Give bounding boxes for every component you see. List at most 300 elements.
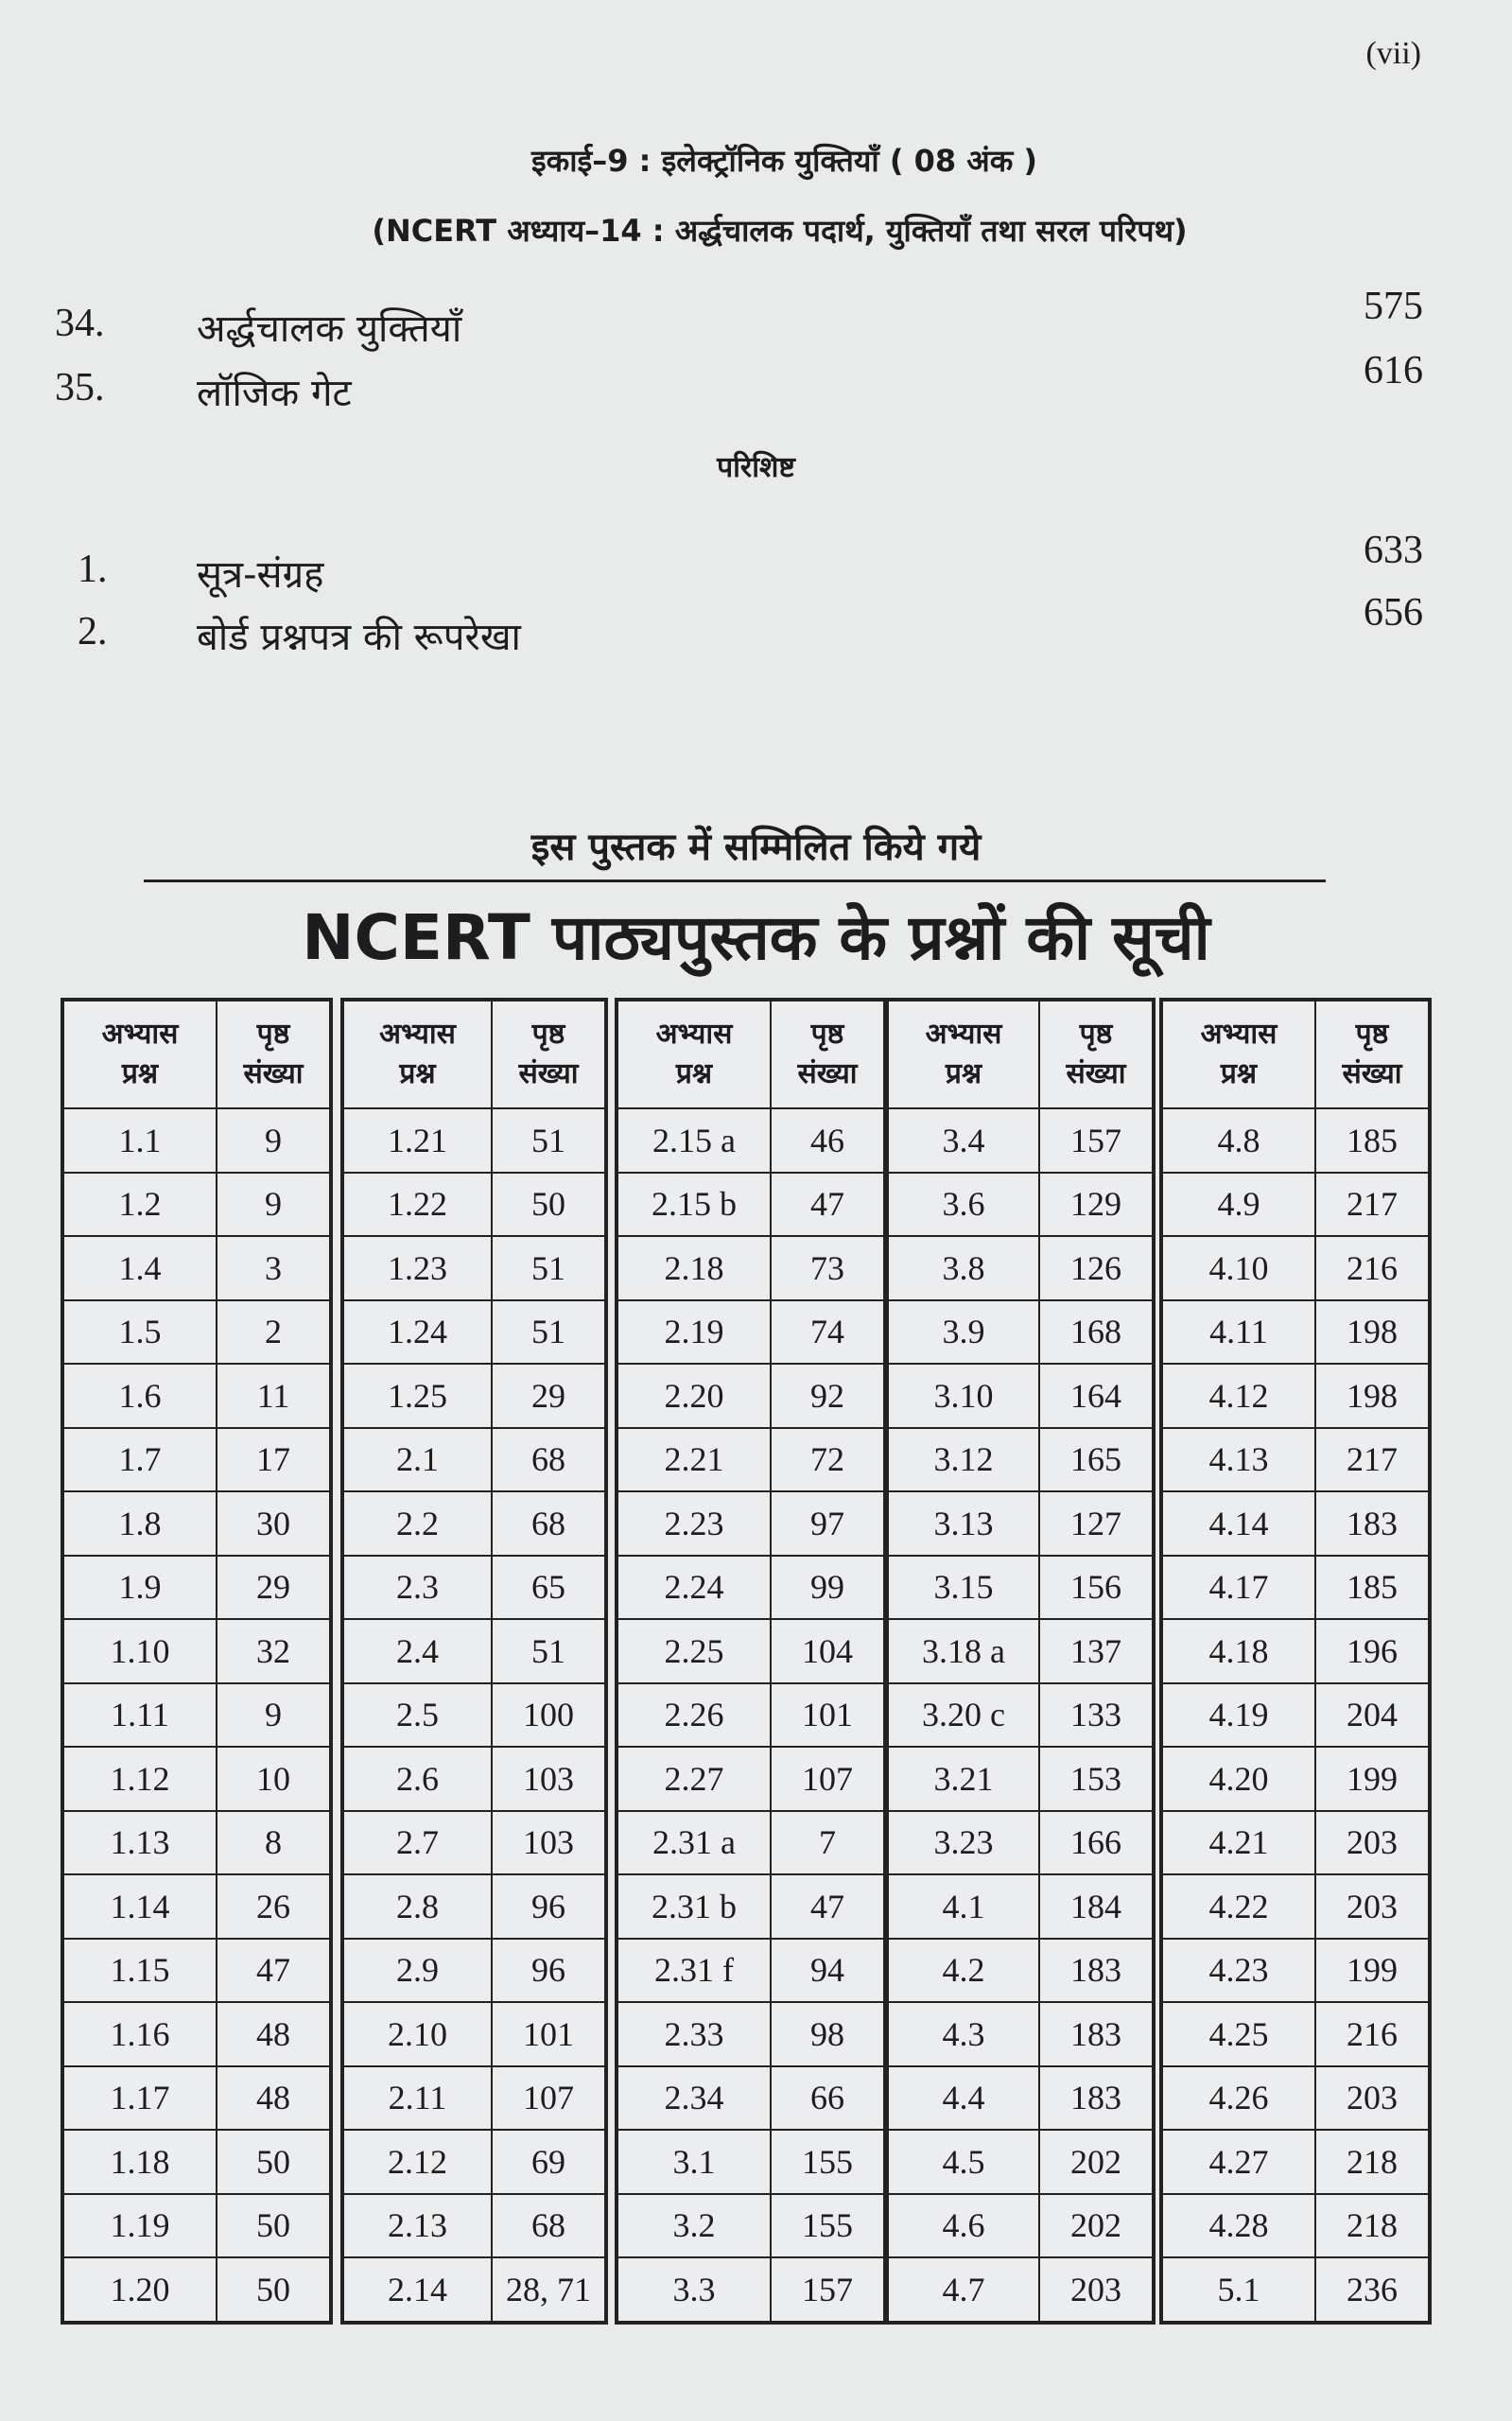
question-cell: 3.8 [887, 1236, 1039, 1300]
question-cell: 2.5 [342, 1683, 492, 1748]
table-row [887, 1300, 1154, 1365]
table-row [617, 2066, 885, 2131]
question-cell: 1.1 [62, 1108, 217, 1173]
table-row [617, 1236, 885, 1300]
page-cell: 98 [771, 2002, 885, 2066]
column-header-page: पृष्ठ संख्या [217, 1000, 331, 1108]
question-cell: 3.3 [617, 2257, 771, 2323]
page-cell: 156 [1039, 1556, 1154, 1620]
table-row [1161, 1236, 1430, 1300]
appendix-title: बोर्ड प्रश्नपत्र की रूपरेखा [197, 616, 521, 659]
question-cell: 1.15 [62, 1939, 217, 2003]
table-row [887, 1173, 1154, 1237]
page-cell: 48 [217, 2002, 331, 2066]
question-cell: 2.25 [617, 1619, 771, 1683]
table-row [342, 1556, 606, 1620]
appendix-row [0, 529, 1512, 603]
table-row [617, 1556, 885, 1620]
question-cell: 2.3 [342, 1556, 492, 1620]
question-cell: 4.14 [1161, 1491, 1315, 1556]
question-cell: 1.13 [62, 1811, 217, 1875]
question-cell: 4.19 [1161, 1683, 1315, 1748]
table-header-row [617, 1000, 885, 1108]
question-cell: 1.21 [342, 1108, 492, 1173]
table-row [342, 1108, 606, 1173]
table-row [617, 1747, 885, 1811]
page-cell: 73 [771, 1236, 885, 1300]
table-row [1161, 1556, 1430, 1620]
toc-chapter-title: अर्द्धचालक युक्तियाँ [197, 307, 462, 351]
page-cell: 50 [217, 2130, 331, 2194]
page-cell: 127 [1039, 1491, 1154, 1556]
table-row [342, 1491, 606, 1556]
page-cell: 103 [492, 1811, 606, 1875]
question-cell: 4.20 [1161, 1747, 1315, 1811]
question-cell: 3.23 [887, 1811, 1039, 1875]
table-row [62, 2257, 331, 2323]
question-table [61, 998, 333, 2325]
toc-chapter-page: 616 [1364, 349, 1423, 392]
question-cell: 1.8 [62, 1491, 217, 1556]
page-cell: 10 [217, 1747, 331, 1811]
table-row [62, 1939, 331, 2003]
question-cell: 4.12 [1161, 1364, 1315, 1428]
page-cell: 185 [1315, 1108, 1430, 1173]
table-header-row [342, 1000, 606, 1108]
page-cell: 65 [492, 1556, 606, 1620]
page-cell: 218 [1315, 2130, 1430, 2194]
question-cell: 2.27 [617, 1747, 771, 1811]
appendix-heading: परिशिष्ट [717, 451, 795, 484]
page-cell: 199 [1315, 1939, 1430, 2003]
question-cell: 2.6 [342, 1747, 492, 1811]
question-cell: 4.7 [887, 2257, 1039, 2323]
table-row [1161, 2002, 1430, 2066]
page-cell: 183 [1039, 1939, 1154, 2003]
page-cell: 8 [217, 1811, 331, 1875]
toc-chapter-page: 575 [1364, 285, 1423, 328]
table-row [62, 2130, 331, 2194]
appendix-page: 633 [1364, 529, 1423, 572]
column-header-question: अभ्यास प्रश्न [1161, 1000, 1315, 1108]
column-header-page: पृष्ठ संख्या [771, 1000, 885, 1108]
table-row [62, 1173, 331, 1237]
page-cell: 7 [771, 1811, 885, 1875]
question-cell: 4.25 [1161, 2002, 1315, 2066]
question-cell: 4.27 [1161, 2130, 1315, 2194]
question-cell: 4.26 [1161, 2066, 1315, 2131]
question-cell: 4.9 [1161, 1173, 1315, 1237]
table-row [1161, 1491, 1430, 1556]
question-cell: 3.2 [617, 2194, 771, 2258]
page-cell: 96 [492, 1874, 606, 1939]
page-cell: 51 [492, 1300, 606, 1365]
table-header-row [1161, 1000, 1430, 1108]
question-cell: 2.12 [342, 2130, 492, 2194]
toc-chapter-number: 34. [55, 302, 105, 345]
table-row [62, 1683, 331, 1748]
table-row [617, 1619, 885, 1683]
question-list-intro: इस पुस्तक में सम्मिलित किये गये [530, 826, 982, 869]
table-row [62, 1428, 331, 1492]
question-cell: 3.15 [887, 1556, 1039, 1620]
table-row [617, 1491, 885, 1556]
page-cell: 153 [1039, 1747, 1154, 1811]
unit-heading: इकाई–9 : इलेक्ट्रॉनिक युक्तियाँ ( 08 अंक ) [530, 143, 1038, 179]
page-cell: 50 [217, 2194, 331, 2258]
page-cell: 94 [771, 1939, 885, 2003]
page-cell: 17 [217, 1428, 331, 1492]
question-cell: 2.24 [617, 1556, 771, 1620]
table-row [887, 2130, 1154, 2194]
table-row [617, 2257, 885, 2323]
question-cell: 2.9 [342, 1939, 492, 2003]
table-row [62, 2194, 331, 2258]
column-header-page: पृष्ठ संख्या [1315, 1000, 1430, 1108]
page-cell: 133 [1039, 1683, 1154, 1748]
page-cell: 168 [1039, 1300, 1154, 1365]
question-cell: 2.15 b [617, 1173, 771, 1237]
table-row [342, 2066, 606, 2131]
question-cell: 4.17 [1161, 1556, 1315, 1620]
table-row [617, 2194, 885, 2258]
table-row [342, 1939, 606, 2003]
question-list-title: NCERT पाठ्यपुस्तक के प्रश्नों की सूची [302, 901, 1210, 974]
table-row [887, 1619, 1154, 1683]
table-row [62, 1300, 331, 1365]
table-row [62, 1491, 331, 1556]
question-cell: 1.20 [62, 2257, 217, 2323]
question-cell: 3.1 [617, 2130, 771, 2194]
question-cell: 3.18 a [887, 1619, 1039, 1683]
column-header-page: पृष्ठ संख्या [492, 1000, 606, 1108]
unit-subheading: (NCERT अध्याय–14 : अर्द्धचालक पदार्थ, युक्तियाँ तथा सरल परिपथ) [372, 213, 1188, 249]
page-cell: 164 [1039, 1364, 1154, 1428]
page-cell: 126 [1039, 1236, 1154, 1300]
question-cell: 4.10 [1161, 1236, 1315, 1300]
page-cell: 29 [492, 1364, 606, 1428]
question-cell: 1.6 [62, 1364, 217, 1428]
page-cell: 183 [1039, 2002, 1154, 2066]
table-row [342, 1428, 606, 1492]
page-number: (vii) [1365, 36, 1421, 71]
page-cell: 203 [1315, 1811, 1430, 1875]
question-cell: 2.11 [342, 2066, 492, 2131]
page-cell: 196 [1315, 1619, 1430, 1683]
question-cell: 2.13 [342, 2194, 492, 2258]
table-row [1161, 2257, 1430, 2323]
page-cell: 198 [1315, 1300, 1430, 1365]
page-cell: 217 [1315, 1428, 1430, 1492]
page-cell: 11 [217, 1364, 331, 1428]
table-row [887, 1747, 1154, 1811]
appendix-number: 2. [78, 610, 108, 653]
page-cell: 46 [771, 1108, 885, 1173]
page-cell: 203 [1315, 1874, 1430, 1939]
question-cell: 4.13 [1161, 1428, 1315, 1492]
table-row [887, 1428, 1154, 1492]
question-cell: 4.8 [1161, 1108, 1315, 1173]
question-cell: 2.7 [342, 1811, 492, 1875]
question-cell: 1.14 [62, 1874, 217, 1939]
title-divider [144, 880, 1326, 882]
page-cell: 107 [771, 1747, 885, 1811]
toc-chapter-row [0, 349, 1512, 422]
question-cell: 1.11 [62, 1683, 217, 1748]
question-cell: 2.19 [617, 1300, 771, 1365]
question-table [615, 998, 887, 2325]
question-cell: 2.21 [617, 1428, 771, 1492]
table-row [887, 1811, 1154, 1875]
table-row [342, 1300, 606, 1365]
page-cell: 101 [771, 1683, 885, 1748]
page-cell: 103 [492, 1747, 606, 1811]
page-cell: 216 [1315, 2002, 1430, 2066]
question-cell: 4.2 [887, 1939, 1039, 2003]
question-cell: 4.22 [1161, 1874, 1315, 1939]
table-header-row [887, 1000, 1154, 1108]
question-cell: 2.15 a [617, 1108, 771, 1173]
table-row [62, 2002, 331, 2066]
page-cell: 66 [771, 2066, 885, 2131]
table-row [342, 2130, 606, 2194]
table-row [887, 2002, 1154, 2066]
question-cell: 1.5 [62, 1300, 217, 1365]
question-cell: 1.2 [62, 1173, 217, 1237]
page-cell: 50 [217, 2257, 331, 2323]
question-cell: 1.23 [342, 1236, 492, 1300]
page-cell: 107 [492, 2066, 606, 2131]
page-cell: 236 [1315, 2257, 1430, 2323]
table-row [342, 2194, 606, 2258]
page-cell: 199 [1315, 1747, 1430, 1811]
toc-chapter-number: 35. [55, 366, 105, 409]
table-row [617, 1874, 885, 1939]
question-cell: 2.14 [342, 2257, 492, 2323]
page-cell: 9 [217, 1173, 331, 1237]
page-cell: 97 [771, 1491, 885, 1556]
page-cell: 29 [217, 1556, 331, 1620]
question-cell: 2.4 [342, 1619, 492, 1683]
page-cell: 217 [1315, 1173, 1430, 1237]
question-cell: 2.8 [342, 1874, 492, 1939]
question-cell: 1.22 [342, 1173, 492, 1237]
page-cell: 203 [1315, 2066, 1430, 2131]
page-cell: 157 [1039, 1108, 1154, 1173]
column-header-question: अभ्यास प्रश्न [617, 1000, 771, 1108]
question-cell: 1.17 [62, 2066, 217, 2131]
table-row [342, 2002, 606, 2066]
page-cell: 218 [1315, 2194, 1430, 2258]
table-row [342, 2257, 606, 2323]
question-cell: 2.20 [617, 1364, 771, 1428]
question-cell: 1.9 [62, 1556, 217, 1620]
table-header-row [62, 1000, 331, 1108]
question-cell: 2.31 b [617, 1874, 771, 1939]
table-row [1161, 1428, 1430, 1492]
page-cell: 129 [1039, 1173, 1154, 1237]
question-cell: 2.1 [342, 1428, 492, 1492]
page-cell: 47 [771, 1874, 885, 1939]
question-tables [61, 998, 1432, 2331]
table-row [617, 2130, 885, 2194]
table-row [1161, 1364, 1430, 1428]
table-row [1161, 1619, 1430, 1683]
table-row [617, 1173, 885, 1237]
question-cell: 3.12 [887, 1428, 1039, 1492]
table-row [62, 1556, 331, 1620]
table-row [617, 1364, 885, 1428]
question-cell: 3.21 [887, 1747, 1039, 1811]
appendix-page: 656 [1364, 591, 1423, 635]
table-row [617, 1939, 885, 2003]
question-cell: 3.20 c [887, 1683, 1039, 1748]
column-header-page: पृष्ठ संख्या [1039, 1000, 1154, 1108]
page-cell: 100 [492, 1683, 606, 1748]
page-cell: 198 [1315, 1364, 1430, 1428]
question-cell: 1.12 [62, 1747, 217, 1811]
table-row [617, 1428, 885, 1492]
question-cell: 2.26 [617, 1683, 771, 1748]
question-cell: 3.10 [887, 1364, 1039, 1428]
question-cell: 4.18 [1161, 1619, 1315, 1683]
table-row [1161, 1747, 1430, 1811]
page-cell: 26 [217, 1874, 331, 1939]
question-cell: 1.18 [62, 2130, 217, 2194]
question-cell: 1.10 [62, 1619, 217, 1683]
table-row [1161, 1874, 1430, 1939]
page-cell: 216 [1315, 1236, 1430, 1300]
page-cell: 157 [771, 2257, 885, 2323]
page-cell: 183 [1039, 2066, 1154, 2131]
page-cell: 184 [1039, 1874, 1154, 1939]
question-cell: 4.28 [1161, 2194, 1315, 2258]
table-row [62, 1364, 331, 1428]
page-cell: 202 [1039, 2130, 1154, 2194]
column-header-question: अभ्यास प्रश्न [342, 1000, 492, 1108]
page-cell: 96 [492, 1939, 606, 2003]
question-cell: 2.10 [342, 2002, 492, 2066]
table-row [62, 1747, 331, 1811]
table-row [887, 1364, 1154, 1428]
table-row [62, 2066, 331, 2131]
page-cell: 92 [771, 1364, 885, 1428]
page-cell: 185 [1315, 1556, 1430, 1620]
toc-chapter-row [0, 285, 1512, 357]
table-row [342, 1811, 606, 1875]
table-row [342, 1747, 606, 1811]
page-cell: 69 [492, 2130, 606, 2194]
table-row [342, 1619, 606, 1683]
appendix-row [0, 591, 1512, 666]
question-cell: 4.11 [1161, 1300, 1315, 1365]
table-row [342, 1364, 606, 1428]
table-row [62, 1236, 331, 1300]
page-cell: 30 [217, 1491, 331, 1556]
page-cell: 68 [492, 1428, 606, 1492]
question-cell: 4.1 [887, 1874, 1039, 1939]
page-cell: 9 [217, 1683, 331, 1748]
page-cell: 50 [492, 1173, 606, 1237]
table-row [1161, 1300, 1430, 1365]
question-cell: 3.4 [887, 1108, 1039, 1173]
table-row [62, 1108, 331, 1173]
column-header-question: अभ्यास प्रश्न [887, 1000, 1039, 1108]
table-row [342, 1874, 606, 1939]
table-row [1161, 1811, 1430, 1875]
table-row [1161, 1173, 1430, 1237]
page-cell: 3 [217, 1236, 331, 1300]
page-cell: 2 [217, 1300, 331, 1365]
question-cell: 4.21 [1161, 1811, 1315, 1875]
table-row [1161, 1939, 1430, 2003]
page-cell: 202 [1039, 2194, 1154, 2258]
page-cell: 68 [492, 1491, 606, 1556]
table-row [62, 1874, 331, 1939]
table-row [617, 1683, 885, 1748]
page-cell: 155 [771, 2194, 885, 2258]
page-cell: 68 [492, 2194, 606, 2258]
page-cell: 51 [492, 1108, 606, 1173]
table-row [62, 1811, 331, 1875]
question-cell: 2.33 [617, 2002, 771, 2066]
page-cell: 47 [217, 1939, 331, 2003]
question-cell: 2.34 [617, 2066, 771, 2131]
question-table [340, 998, 608, 2325]
question-cell: 5.1 [1161, 2257, 1315, 2323]
toc-chapter-title: लॉजिक गेट [197, 372, 352, 415]
appendix-title: सूत्र-संग्रह [197, 553, 324, 597]
table-row [342, 1683, 606, 1748]
table-row [1161, 1683, 1430, 1748]
page-cell: 48 [217, 2066, 331, 2131]
page-cell: 74 [771, 1300, 885, 1365]
table-row [1161, 2194, 1430, 2258]
page-cell: 137 [1039, 1619, 1154, 1683]
table-row [1161, 2130, 1430, 2194]
question-cell: 2.31 a [617, 1811, 771, 1875]
page-cell: 9 [217, 1108, 331, 1173]
table-row [1161, 1108, 1430, 1173]
question-cell: 4.4 [887, 2066, 1039, 2131]
question-cell: 4.3 [887, 2002, 1039, 2066]
table-row [887, 1683, 1154, 1748]
table-row [617, 1811, 885, 1875]
question-cell: 1.24 [342, 1300, 492, 1365]
question-cell: 2.23 [617, 1491, 771, 1556]
table-row [887, 2257, 1154, 2323]
question-cell: 2.18 [617, 1236, 771, 1300]
page-cell: 166 [1039, 1811, 1154, 1875]
question-cell: 3.9 [887, 1300, 1039, 1365]
question-cell: 1.19 [62, 2194, 217, 2258]
page-cell: 28, 71 [492, 2257, 606, 2323]
question-cell: 1.4 [62, 1236, 217, 1300]
page-cell: 51 [492, 1619, 606, 1683]
question-table [885, 998, 1156, 2325]
page-cell: 32 [217, 1619, 331, 1683]
question-cell: 2.2 [342, 1491, 492, 1556]
column-header-question: अभ्यास प्रश्न [62, 1000, 217, 1108]
table-row [887, 1236, 1154, 1300]
page-cell: 72 [771, 1428, 885, 1492]
table-row [62, 1619, 331, 1683]
question-cell: 3.13 [887, 1491, 1039, 1556]
page-cell: 183 [1315, 1491, 1430, 1556]
page-cell: 204 [1315, 1683, 1430, 1748]
question-cell: 1.7 [62, 1428, 217, 1492]
question-cell: 4.6 [887, 2194, 1039, 2258]
